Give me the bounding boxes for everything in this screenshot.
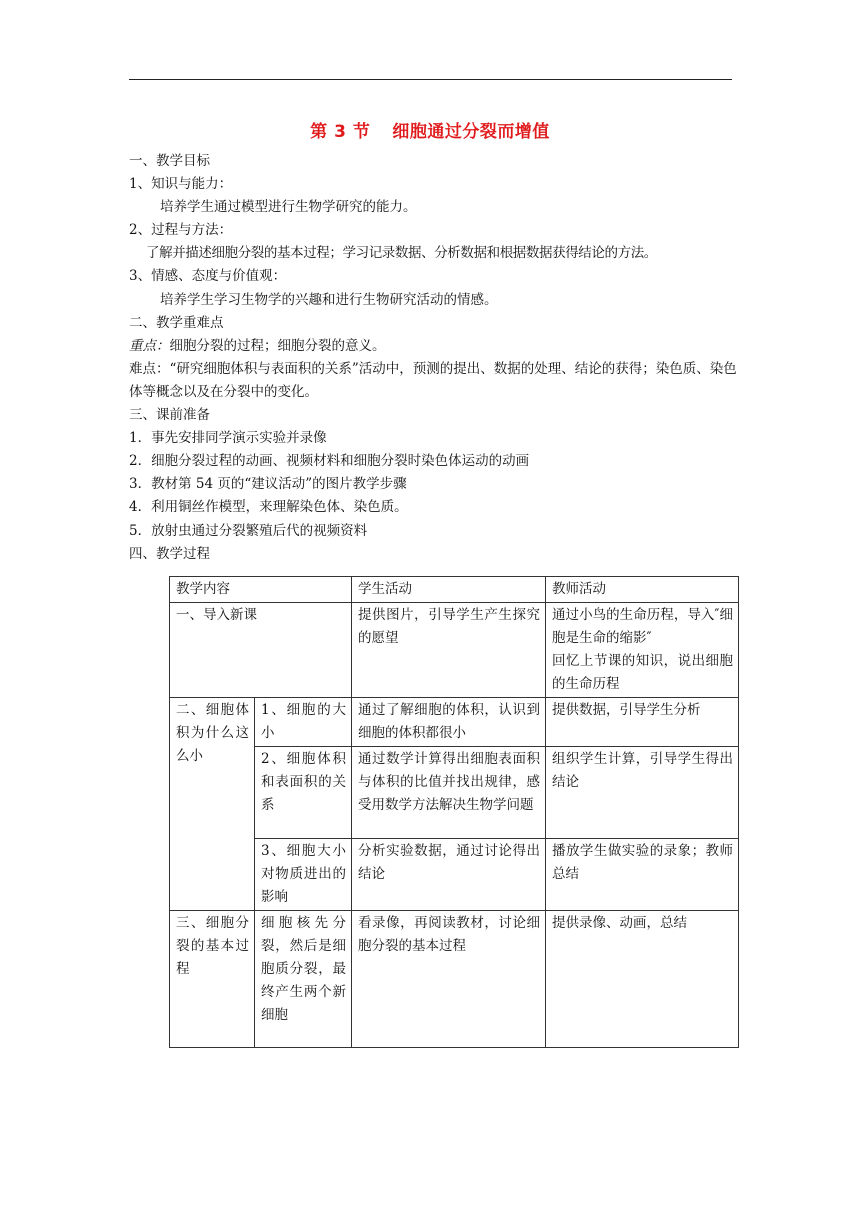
- goal2-text: 了解并描述细胞分裂的基本过程；学习记录数据、分析数据和根据数据获得结论的方法。: [146, 245, 657, 262]
- section2-sub3-teacher: 播放学生做实验的录象；教师总结: [546, 839, 739, 911]
- goal3-heading: 3、情感、态度与价值观：: [129, 268, 287, 285]
- table-row: [170, 911, 739, 1048]
- document-body: [129, 150, 739, 566]
- section3-content: 细胞核先分裂，然后是细胞质分裂，最终产生两个新细胞: [255, 911, 352, 1048]
- page-title: [0, 117, 860, 142]
- header-rule: [129, 79, 732, 80]
- section2-sub1-student: 通过了解细胞的体积，认识到细胞的体积都很小: [352, 698, 546, 747]
- section2-sub1-name: 1、细胞的大小: [255, 698, 352, 747]
- title-section: 第 3 节: [310, 122, 371, 142]
- section2-sub2-student: 通过数学计算得出细胞表面积与体积的比值并找出规律，感受用数学方法解决生物学问题: [352, 747, 546, 839]
- key-heading: 二、教学重难点: [129, 314, 224, 331]
- header-student: 学生活动: [352, 577, 546, 603]
- process-heading: 四、教学过程: [129, 545, 210, 562]
- key-point: [129, 335, 739, 358]
- prep-item-5: 5．放射虫通过分裂繁殖后代的视频资料: [129, 522, 368, 539]
- goal3-text: 培养学生学习生物学的兴趣和进行生物研究活动的情感。: [160, 291, 498, 308]
- goal1-heading: 1、知识与能力：: [129, 176, 233, 193]
- goal1-text: 培养学生通过模型进行生物学研究的能力。: [160, 199, 417, 216]
- row1-teacher-line1: 通过小鸟的生命历程，导入″细胞是生命的缩影″: [552, 607, 733, 646]
- section3-student: 看录像，再阅读教材，讨论细胞分裂的基本过程: [352, 911, 546, 1048]
- prep-item-2: 2．细胞分裂过程的动画、视频材料和细胞分裂时染色体运动的动画: [129, 453, 530, 470]
- prep-item-4: 4．利用铜丝作模型，来理解染色体、染色质。: [129, 499, 408, 516]
- prep-item-1: 1．事先安排同学演示实验并录像: [129, 430, 327, 447]
- section2-sub1-teacher: 提供数据，引导学生分析: [546, 698, 739, 747]
- key-text: 细胞分裂的过程；细胞分裂的意义。: [169, 337, 386, 354]
- section2-sub3-student: 分析实验数据，通过讨论得出结论: [352, 839, 546, 911]
- section2-title: 二、细胞体积为什么这么小: [170, 698, 255, 911]
- row1-teacher: [546, 603, 739, 698]
- section3-title: 三、细胞分裂的基本过程: [170, 911, 255, 1048]
- goals-heading: 一、教学目标: [129, 153, 210, 169]
- row1-content: 一、导入新课: [170, 603, 352, 698]
- table-row: [170, 839, 739, 911]
- row1-teacher-line2: 回忆上节课的知识，说出细胞的生命历程: [552, 653, 733, 692]
- goal2-heading: 2、过程与方法：: [129, 222, 233, 239]
- header-content: 教学内容: [170, 577, 352, 603]
- prep-item-3: 3．教材第 54 页的“建议活动”的图片教学步骤: [129, 476, 407, 493]
- table-row: [170, 747, 739, 839]
- section2-sub3-name: 3、细胞大小对物质进出的影响: [255, 839, 352, 911]
- difficulty-text: “研究细胞体积与表面积的关系”活动中，预测的提出、数据的处理、结论的获得；染色质、染色体等概念以及在分裂中的变化。: [129, 360, 737, 400]
- difficulty-label: 难点：: [129, 360, 170, 377]
- table-row: [170, 603, 739, 698]
- row1-student: 提供图片，引导学生产生探究的愿望: [352, 603, 546, 698]
- header-teacher: 教师活动: [546, 577, 739, 603]
- section2-sub2-teacher: 组织学生计算，引导学生得出结论: [546, 747, 739, 839]
- teaching-process-table: [169, 576, 739, 1048]
- table-row: [170, 698, 739, 747]
- difficulty-point: [129, 358, 739, 404]
- key-label: 重点：: [129, 337, 170, 354]
- prep-heading: 三、课前准备: [129, 407, 210, 424]
- title-name: 细胞通过分裂而增值: [392, 122, 550, 142]
- section2-sub2-name: 2、细胞体积和表面积的关系: [255, 747, 352, 839]
- table-header-row: [170, 577, 739, 603]
- section3-teacher: 提供录像、动画，总结: [546, 911, 739, 1048]
